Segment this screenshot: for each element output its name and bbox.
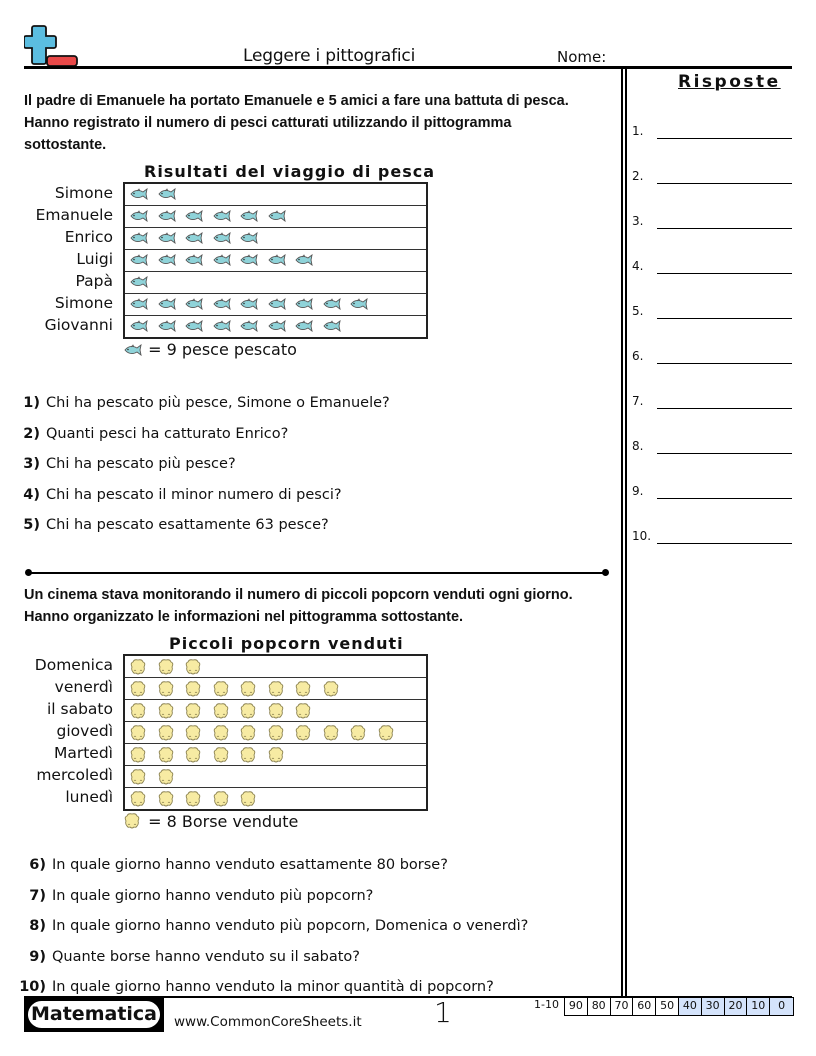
pictograph-row: [125, 744, 426, 766]
fish-icon: [267, 253, 287, 269]
answer-blank[interactable]: [657, 138, 792, 139]
question-number: 3): [23, 456, 40, 472]
popcorn-icon: [157, 791, 177, 807]
intro-line: Il padre di Emanuele ha portato Emanuele e 5 amici a fare una battuta di pesca.: [24, 93, 569, 109]
question-number: 10): [19, 979, 46, 995]
popcorn-icon: [267, 681, 287, 697]
answer-number: 2.: [632, 169, 644, 183]
fish-icon: [212, 253, 232, 269]
row-label: Simone: [54, 294, 113, 312]
question: [12, 456, 236, 472]
row-label: Luigi: [76, 250, 113, 268]
fish-icon: [322, 297, 342, 313]
answer-row: [632, 169, 792, 189]
question: [18, 918, 528, 934]
popcorn-icon: [239, 725, 259, 741]
fish-icon: [267, 209, 287, 225]
fishing-chart-title: Risultati del viaggio di pesca: [144, 162, 435, 181]
popcorn-icon: [294, 703, 314, 719]
question: [12, 426, 288, 442]
fish-icon: [184, 231, 204, 247]
row-label: lunedì: [65, 788, 113, 806]
fish-icon: [239, 231, 259, 247]
answer-row: [632, 304, 792, 324]
popcorn-icon: [184, 791, 204, 807]
fish-icon: [294, 297, 314, 313]
fish-icon: [157, 297, 177, 313]
popcorn-icon: [212, 725, 232, 741]
fish-icon: [123, 341, 143, 357]
fish-icon: [294, 319, 314, 335]
pictograph-row: [125, 228, 426, 250]
answer-number: 10.: [632, 529, 652, 543]
column-divider: [621, 66, 623, 996]
answer-number: 6.: [632, 349, 644, 363]
score-cell: 50: [656, 998, 679, 1015]
score-cell: 20: [725, 998, 748, 1015]
popcorn-icon: [184, 681, 204, 697]
fish-icon: [157, 209, 177, 225]
question-number: 6): [29, 857, 46, 873]
answer-blank[interactable]: [657, 498, 792, 499]
score-range-label: 1-10: [534, 998, 559, 1011]
question-text: In quale giorno hanno venduto più popcorn, Domenica o venerdì?: [52, 918, 529, 934]
popcorn-chart-title: Piccoli popcorn venduti: [169, 634, 404, 653]
fish-icon: [129, 319, 149, 335]
popcorn-icon: [239, 747, 259, 763]
pictograph-grid: [123, 182, 428, 339]
fish-icon: [267, 319, 287, 335]
popcorn-icon: [123, 813, 143, 829]
pictograph-row: [125, 272, 426, 294]
fish-icon: [212, 319, 232, 335]
answer-row: [632, 214, 792, 234]
popcorn-icon: [239, 703, 259, 719]
fish-icon: [239, 297, 259, 313]
score-cell: 40: [679, 998, 702, 1015]
row-label: Simone: [54, 184, 113, 202]
popcorn-icon: [184, 747, 204, 763]
popcorn-icon: [349, 725, 369, 741]
pictograph-row: [125, 184, 426, 206]
popcorn-icon: [212, 681, 232, 697]
brand-label: Matematica: [28, 1001, 160, 1028]
row-label: Domenica: [34, 656, 113, 674]
pictograph-grid: [123, 654, 428, 811]
answer-blank[interactable]: [657, 543, 792, 544]
answer-blank[interactable]: [657, 453, 792, 454]
website-link[interactable]: www.CommonCoreSheets.it: [174, 1014, 362, 1030]
name-label: Nome:: [557, 48, 607, 66]
answer-number: 9.: [632, 484, 644, 498]
key-label: = 8 Borse vendute: [143, 812, 299, 831]
popcorn-icon: [267, 703, 287, 719]
fish-icon: [184, 297, 204, 313]
answer-number: 4.: [632, 259, 644, 273]
popcorn-icon: [157, 725, 177, 741]
divider-endpoint: [25, 569, 32, 576]
fish-icon: [184, 319, 204, 335]
popcorn-icon: [157, 769, 177, 785]
score-cell: 90: [565, 998, 588, 1015]
question-text: Chi ha pescato più pesce?: [46, 456, 236, 472]
answer-blank[interactable]: [657, 228, 792, 229]
score-table: [564, 997, 794, 1016]
question-text: Chi ha pescato più pesce, Simone o Emanuele?: [46, 395, 390, 411]
question: [12, 487, 342, 503]
pictograph-key: [123, 340, 297, 359]
question: [18, 857, 448, 873]
fish-icon: [157, 319, 177, 335]
popcorn-icon: [157, 681, 177, 697]
pictograph-row: [125, 294, 426, 316]
key-label: = 9 pesce pescato: [143, 340, 297, 359]
question-text: In quale giorno hanno venduto esattamente 80 borse?: [52, 857, 448, 873]
answer-row: [632, 124, 792, 144]
question-text: Chi ha pescato esattamente 63 pesce?: [46, 517, 329, 533]
answer-blank[interactable]: [657, 408, 792, 409]
answer-blank[interactable]: [657, 363, 792, 364]
fish-icon: [184, 209, 204, 225]
question-text: In quale giorno hanno venduto più popcorn?: [52, 887, 374, 904]
popcorn-icon: [157, 659, 177, 675]
popcorn-icon: [129, 703, 149, 719]
fish-icon: [349, 297, 369, 313]
pictograph-row: [125, 316, 426, 338]
popcorn-icon: [377, 725, 397, 741]
question-number: 5): [23, 517, 40, 533]
fish-icon: [129, 187, 149, 203]
fish-icon: [212, 231, 232, 247]
fishing-intro: [24, 90, 604, 156]
popcorn-icon: [322, 681, 342, 697]
score-cell: 0: [770, 998, 793, 1015]
pictograph-key: [123, 812, 298, 831]
answer-blank[interactable]: [657, 318, 792, 319]
score-cell: 70: [611, 998, 634, 1015]
score-cell: 10: [747, 998, 770, 1015]
answer-blank[interactable]: [657, 273, 792, 274]
popcorn-icon: [239, 791, 259, 807]
popcorn-icon: [294, 725, 314, 741]
intro-line: Un cinema stava monitorando il numero di piccoli popcorn venduti ogni giorno.: [24, 587, 573, 603]
answer-number: 1.: [632, 124, 644, 138]
popcorn-icon: [129, 769, 149, 785]
answer-row: [632, 394, 792, 414]
row-label: Papà: [75, 272, 113, 290]
popcorn-icon: [157, 703, 177, 719]
popcorn-icon: [294, 681, 314, 697]
popcorn-icon: [129, 725, 149, 741]
row-label: giovedì: [56, 722, 113, 740]
popcorn-icon: [322, 725, 342, 741]
intro-line: Hanno organizzato le informazioni nel pittogramma sottostante.: [24, 609, 464, 625]
answer-number: 5.: [632, 304, 644, 318]
popcorn-icon: [267, 725, 287, 741]
question-text: Quante borse hanno venduto su il sabato?: [52, 948, 361, 965]
question: [18, 888, 373, 904]
row-label: Emanuele: [35, 206, 113, 224]
question-number: 7): [29, 887, 46, 904]
question: [12, 395, 390, 411]
fish-icon: [157, 231, 177, 247]
answers-title: Risposte: [678, 72, 781, 92]
fish-icon: [322, 319, 342, 335]
question-text: Quanti pesci ha catturato Enrico?: [46, 425, 289, 442]
pictograph-row: [125, 678, 426, 700]
popcorn-icon: [212, 703, 232, 719]
answer-row: [632, 529, 792, 549]
fish-icon: [157, 187, 177, 203]
worksheet-title: Leggere i pittografici: [243, 46, 416, 66]
answer-row: [632, 484, 792, 504]
fish-icon: [157, 253, 177, 269]
pictograph-row: [125, 766, 426, 788]
intro-line: Hanno registrato il numero di pesci catturati utilizzando il pittogramma: [24, 115, 512, 131]
popcorn-intro: [24, 584, 604, 628]
answer-row: [632, 259, 792, 279]
header-rule: [24, 66, 792, 69]
column-divider: [625, 66, 627, 996]
fish-icon: [129, 297, 149, 313]
question-number: 8): [29, 918, 46, 934]
row-label: Enrico: [64, 228, 113, 246]
answer-row: [632, 439, 792, 459]
pictograph-row: [125, 656, 426, 678]
brand-badge: [24, 998, 164, 1032]
popcorn-icon: [184, 659, 204, 675]
popcorn-icon: [129, 791, 149, 807]
pictograph-row: [125, 250, 426, 272]
popcorn-icon: [212, 791, 232, 807]
row-label: il sabato: [46, 700, 113, 718]
fish-icon: [184, 253, 204, 269]
popcorn-icon: [129, 747, 149, 763]
fish-icon: [129, 209, 149, 225]
fish-icon: [129, 275, 149, 291]
popcorn-icon: [212, 747, 232, 763]
pictograph-row: [125, 722, 426, 744]
row-label: venerdì: [54, 678, 113, 696]
question: [18, 949, 360, 965]
fish-icon: [212, 209, 232, 225]
popcorn-icon: [267, 747, 287, 763]
popcorn-icon: [129, 659, 149, 675]
row-label: Martedì: [53, 744, 113, 762]
fish-icon: [239, 253, 259, 269]
page-number: 1: [434, 996, 452, 1029]
pictograph-row: [125, 700, 426, 722]
score-cell: 60: [633, 998, 656, 1015]
plus-minus-logo-icon: [24, 24, 80, 68]
fish-icon: [267, 297, 287, 313]
answer-number: 3.: [632, 214, 644, 228]
answer-number: 8.: [632, 439, 644, 453]
fish-icon: [212, 297, 232, 313]
answer-row: [632, 349, 792, 369]
popcorn-icon: [239, 681, 259, 697]
question-text: In quale giorno hanno venduto la minor quantità di popcorn?: [52, 979, 494, 995]
row-label: mercoledì: [36, 766, 113, 784]
answer-number: 7.: [632, 394, 644, 408]
fish-icon: [294, 253, 314, 269]
answer-blank[interactable]: [657, 183, 792, 184]
question-number: 1): [23, 395, 40, 411]
score-cell: 80: [588, 998, 611, 1015]
divider-endpoint: [602, 569, 609, 576]
question: [12, 517, 329, 533]
question-number: 9): [29, 948, 46, 965]
intro-line: sottostante.: [24, 137, 107, 153]
question-number: 2): [23, 425, 40, 442]
fish-icon: [129, 231, 149, 247]
pictograph-row: [125, 206, 426, 228]
score-cell: 30: [702, 998, 725, 1015]
popcorn-icon: [184, 703, 204, 719]
fish-icon: [129, 253, 149, 269]
row-label: Giovanni: [44, 316, 113, 334]
question-number: 4): [23, 486, 40, 503]
question-text: Chi ha pescato il minor numero di pesci?: [46, 486, 342, 503]
fish-icon: [239, 209, 259, 225]
fish-icon: [239, 319, 259, 335]
popcorn-icon: [157, 747, 177, 763]
popcorn-icon: [184, 725, 204, 741]
pictograph-row: [125, 788, 426, 810]
section-divider: [28, 572, 606, 574]
question: [18, 979, 494, 995]
popcorn-icon: [129, 681, 149, 697]
